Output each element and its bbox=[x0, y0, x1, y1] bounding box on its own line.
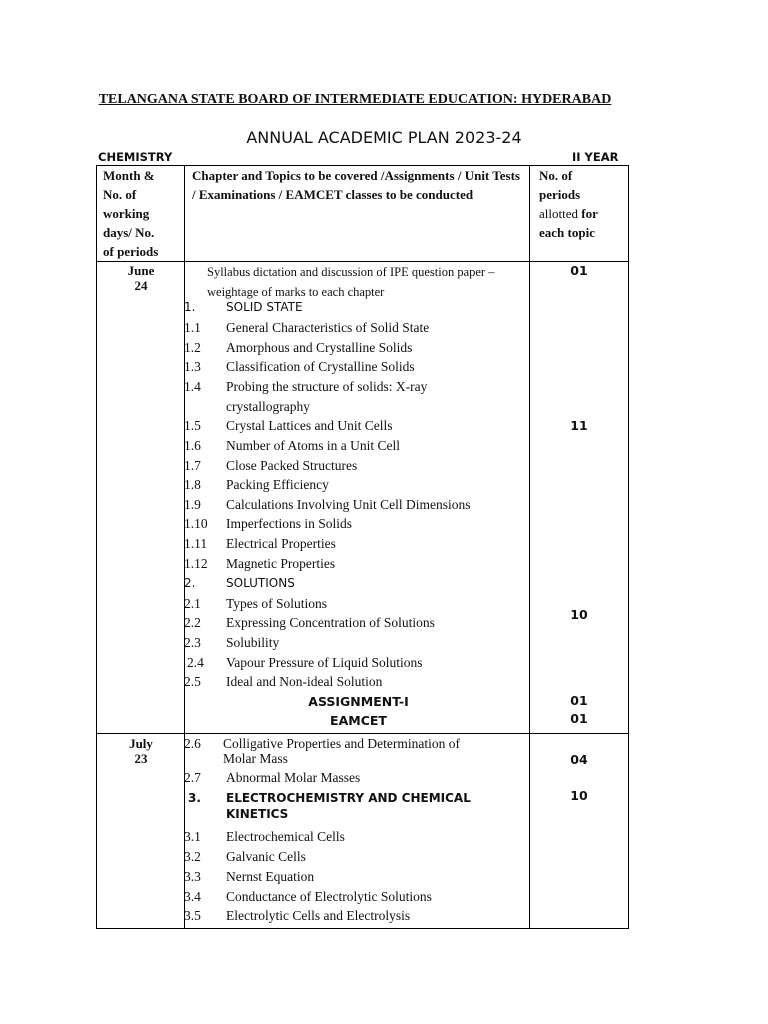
topic-title: Electrical Properties bbox=[226, 536, 336, 551]
period-count: 11 bbox=[570, 418, 588, 433]
topic-title: Probing the structure of solids: X-ray bbox=[226, 379, 428, 394]
topic-number: 2.6 bbox=[184, 736, 201, 751]
plan-title: ANNUAL ACADEMIC PLAN 2023-24 bbox=[246, 128, 522, 147]
topic-number: 2.1 bbox=[184, 596, 201, 611]
topic-title: KINETICS bbox=[226, 807, 289, 821]
topic-number: 2.4 bbox=[187, 655, 204, 670]
topic-number: 3. bbox=[188, 791, 201, 805]
month-divider bbox=[97, 733, 628, 734]
topic-number: 1.7 bbox=[184, 458, 201, 473]
topics-column-header: Chapter and Topics to be covered /Assignments / Unit Tests / Examinations / EAMCET classes to be conducted bbox=[192, 168, 520, 202]
header-line: of periods bbox=[103, 244, 159, 259]
assignment-label: ASSIGNMENT-I bbox=[308, 694, 409, 709]
topic-number: 2.7 bbox=[184, 770, 201, 785]
topic-title: Electrolytic Cells and Electrolysis bbox=[226, 908, 411, 923]
topic-number: 3.3 bbox=[184, 869, 201, 884]
month-name: June bbox=[127, 263, 155, 278]
topic-number: 1.10 bbox=[184, 516, 208, 531]
topic-title: Magnetic Properties bbox=[226, 556, 336, 571]
topic-number: 1.1 bbox=[184, 320, 201, 335]
topic-title: Conductance of Electrolytic Solutions bbox=[226, 889, 432, 904]
period-count: 10 bbox=[570, 788, 588, 803]
topic-title: Calculations Involving Unit Cell Dimensions bbox=[226, 497, 471, 512]
subject-label: CHEMISTRY bbox=[98, 150, 173, 164]
topic-title: Galvanic Cells bbox=[226, 849, 306, 864]
topic-number: 1.11 bbox=[184, 536, 208, 551]
intro-line: weightage of marks to each chapter bbox=[207, 285, 385, 299]
period-count: 04 bbox=[570, 752, 588, 767]
working-days: 23 bbox=[134, 751, 148, 766]
topic-title: Number of Atoms in a Unit Cell bbox=[226, 438, 400, 453]
topic-number: 2.5 bbox=[184, 674, 201, 689]
intro-text bbox=[207, 262, 494, 302]
topic-title: SOLID STATE bbox=[226, 300, 303, 314]
topic-number: 1.9 bbox=[184, 497, 201, 512]
topic-title: Abnormal Molar Masses bbox=[226, 770, 361, 785]
header-word: allotted bbox=[539, 206, 578, 221]
topic-number: 1. bbox=[184, 300, 196, 314]
topic-number: 2.2 bbox=[184, 615, 201, 630]
period-count: 01 bbox=[570, 693, 588, 708]
topic-title: SOLUTIONS bbox=[226, 576, 295, 590]
topic-number: 1.8 bbox=[184, 477, 201, 492]
periods-column-header bbox=[539, 166, 625, 242]
topic-title: Ideal and Non-ideal Solution bbox=[226, 674, 383, 689]
header-line: No. of bbox=[103, 187, 137, 202]
topic-title: Packing Efficiency bbox=[226, 477, 329, 492]
header-line: No. of bbox=[539, 168, 573, 183]
topic-title: General Characteristics of Solid State bbox=[226, 320, 430, 335]
period-count: 01 bbox=[570, 263, 588, 278]
topic-number: 3.4 bbox=[184, 889, 201, 904]
topic-title: Types of Solutions bbox=[226, 596, 328, 611]
topic-title: Imperfections in Solids bbox=[226, 516, 352, 531]
header-line: working bbox=[103, 206, 150, 221]
intro-line: Syllabus dictation and discussion of IPE question paper – bbox=[207, 265, 495, 279]
topic-number: 2.3 bbox=[184, 635, 201, 650]
topic-number: 3.1 bbox=[184, 829, 201, 844]
period-count: 10 bbox=[570, 607, 588, 622]
year-label: II YEAR bbox=[572, 150, 619, 164]
topic-title: Crystal Lattices and Unit Cells bbox=[226, 418, 393, 433]
topic-number: 1.6 bbox=[184, 438, 201, 453]
header-line: days/ No. bbox=[103, 225, 155, 240]
month-cell-july bbox=[97, 736, 185, 766]
month-column-header bbox=[103, 166, 183, 261]
topic-title: Amorphous and Crystalline Solids bbox=[226, 340, 413, 355]
eamcet-label: EAMCET bbox=[330, 713, 387, 728]
topic-number: 2. bbox=[184, 576, 196, 590]
topic-title: Molar Mass bbox=[223, 751, 288, 766]
header-line: Month & bbox=[103, 168, 155, 183]
topic-title: crystallography bbox=[226, 399, 310, 414]
topic-title: Colligative Properties and Determination of bbox=[223, 736, 460, 751]
header-line: each topic bbox=[539, 225, 595, 240]
header-line: periods bbox=[539, 187, 581, 202]
topic-number: 1.5 bbox=[184, 418, 201, 433]
working-days: 24 bbox=[134, 278, 148, 293]
topic-number: 1.3 bbox=[184, 359, 201, 374]
topic-number: 3.5 bbox=[184, 908, 201, 923]
topic-title: Expressing Concentration of Solutions bbox=[226, 615, 435, 630]
header-line bbox=[539, 204, 625, 223]
month-cell-june bbox=[97, 263, 185, 293]
header-word: for bbox=[581, 206, 598, 221]
topic-title: Nernst Equation bbox=[226, 869, 315, 884]
topic-title: Classification of Crystalline Solids bbox=[226, 359, 415, 374]
period-count: 01 bbox=[570, 711, 588, 726]
topic-title: ELECTROCHEMISTRY AND CHEMICAL bbox=[226, 791, 471, 805]
topic-title: Electrochemical Cells bbox=[226, 829, 345, 844]
month-name: July bbox=[129, 736, 153, 751]
topic-number: 3.2 bbox=[184, 849, 201, 864]
topic-title: Vapour Pressure of Liquid Solutions bbox=[226, 655, 423, 670]
column-divider bbox=[529, 166, 530, 928]
topic-number: 1.12 bbox=[184, 556, 208, 571]
topic-title: Close Packed Structures bbox=[226, 458, 358, 473]
topic-number: 1.4 bbox=[184, 379, 201, 394]
academic-plan-table bbox=[96, 165, 629, 929]
topic-title: Solubility bbox=[226, 635, 280, 650]
topic-number: 1.2 bbox=[184, 340, 201, 355]
board-heading: TELANGANA STATE BOARD OF INTERMEDIATE EDUCATION: HYDERABAD bbox=[98, 92, 612, 107]
